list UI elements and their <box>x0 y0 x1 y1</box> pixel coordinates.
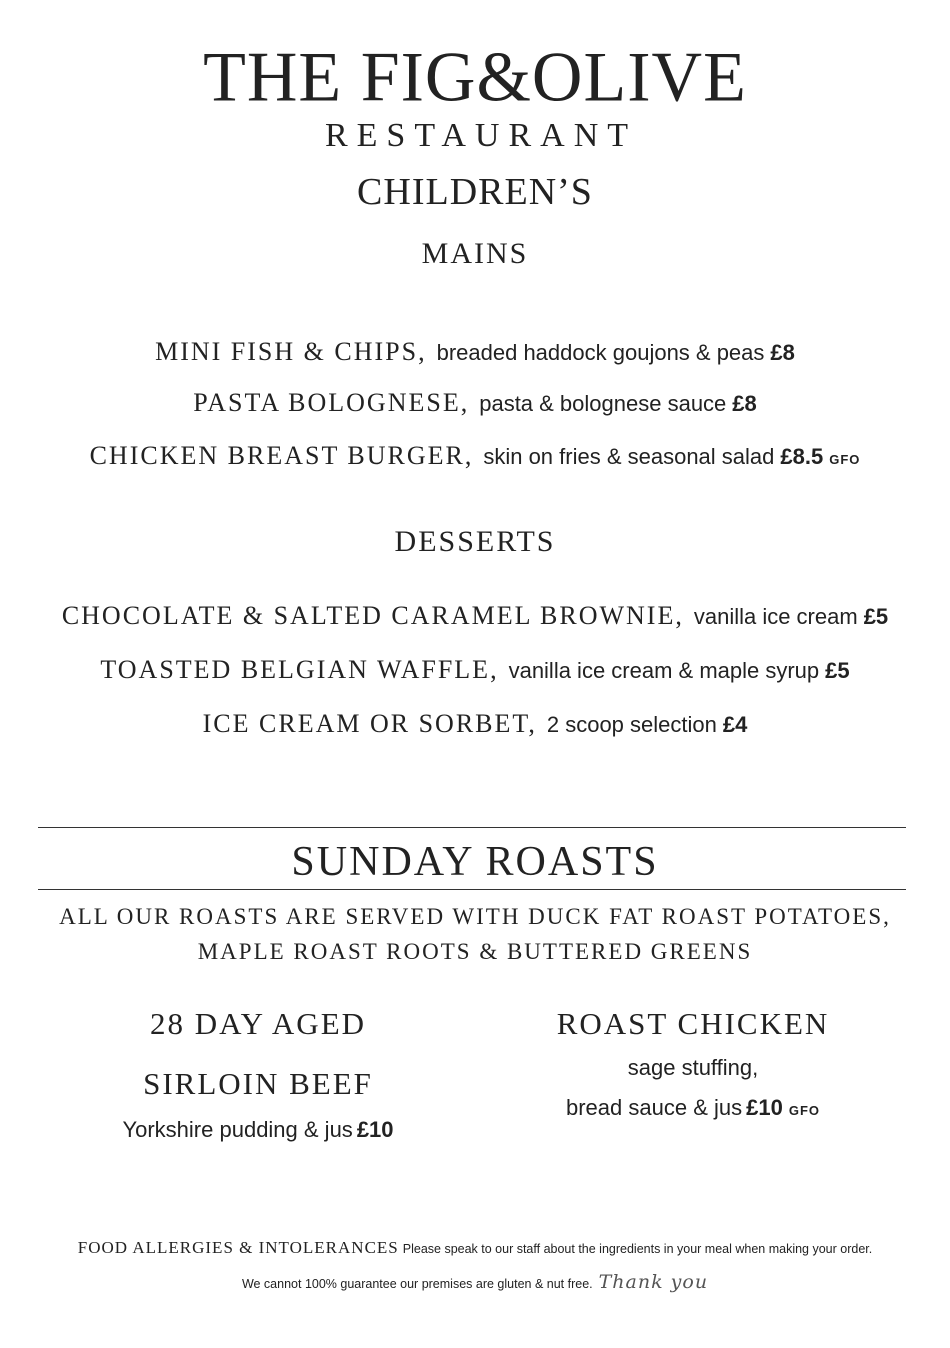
divider-top <box>38 827 906 828</box>
item-name: CHOCOLATE & SALTED CARAMEL BROWNIE, <box>61 601 684 630</box>
divider-bottom <box>38 889 906 890</box>
item-price: £8.5 <box>780 444 824 469</box>
item-price: £5 <box>863 604 889 629</box>
item-description: vanilla ice cream <box>693 604 858 629</box>
mains-heading: MAINS <box>421 237 529 270</box>
menu-item <box>0 601 950 639</box>
restaurant-subtitle: RESTAURANT <box>324 117 638 154</box>
item-price: £8 <box>732 391 757 416</box>
roast-intro-line-1: ALL OUR ROASTS ARE SERVED WITH DUCK FAT ROAST POTATOES, <box>59 904 891 929</box>
beef-name-line-1: 28 DAY AGED <box>149 1006 367 1041</box>
menu-item <box>0 709 950 747</box>
item-name: MINI FISH & CHIPS, <box>155 337 427 366</box>
menu-item <box>0 388 950 426</box>
beef-price: £10 <box>356 1117 394 1142</box>
thank-you-signature: Thank you <box>598 1271 709 1293</box>
beef-name-line-2: SIRLOIN BEEF <box>143 1066 373 1101</box>
item-price: £4 <box>722 712 748 737</box>
chicken-description-1: sage stuffing, <box>627 1055 759 1080</box>
menu-item <box>0 655 950 693</box>
guarantee-notice <box>0 1268 950 1302</box>
menu-title: CHILDREN’S <box>357 171 593 213</box>
allergy-text: Please speak to our staff about the ingredients in your meal when making your order. <box>402 1242 873 1256</box>
item-name: ICE CREAM OR SORBET, <box>202 709 537 738</box>
sunday-roasts-heading: SUNDAY ROASTS <box>291 839 659 885</box>
restaurant-name: THE FIG&OLIVE <box>203 38 747 117</box>
chicken-price: £10 <box>746 1095 783 1120</box>
item-price: £8 <box>770 340 795 365</box>
item-description: 2 scoop selection <box>546 712 717 737</box>
item-name: TOASTED BELGIAN WAFFLE, <box>100 655 499 684</box>
guarantee-text: We cannot 100% guarantee our premises are gluten & nut free. <box>241 1277 593 1291</box>
chicken-description-line <box>493 1093 893 1126</box>
beef-description-line <box>58 1115 458 1145</box>
menu-item <box>0 337 950 375</box>
chicken-name: ROAST CHICKEN <box>556 1006 830 1041</box>
chicken-description-2: bread sauce & jus <box>566 1095 743 1120</box>
beef-description: Yorkshire pudding & jus <box>122 1117 353 1142</box>
item-description: skin on fries & seasonal salad <box>483 444 775 469</box>
item-description: vanilla ice cream & maple syrup <box>508 658 820 683</box>
roast-beef <box>58 1005 458 1145</box>
allergy-notice <box>0 1236 950 1265</box>
desserts-heading: DESSERTS <box>394 525 556 558</box>
item-name: PASTA BOLOGNESE, <box>193 388 470 417</box>
item-description: pasta & bolognese sauce <box>479 391 727 416</box>
menu-item <box>0 441 950 479</box>
gluten-free-option-tag: GFO <box>788 1103 820 1118</box>
item-price: £5 <box>825 658 850 683</box>
roast-chicken <box>493 1005 893 1126</box>
item-description: breaded haddock goujons & peas <box>436 340 765 365</box>
roast-intro-line-2: MAPLE ROAST ROOTS & BUTTERED GREENS <box>197 939 753 964</box>
item-name: CHICKEN BREAST BURGER, <box>89 441 474 470</box>
allergy-label: FOOD ALLERGIES & INTOLERANCES <box>77 1238 399 1257</box>
gluten-free-option-tag: GFO <box>829 452 861 467</box>
